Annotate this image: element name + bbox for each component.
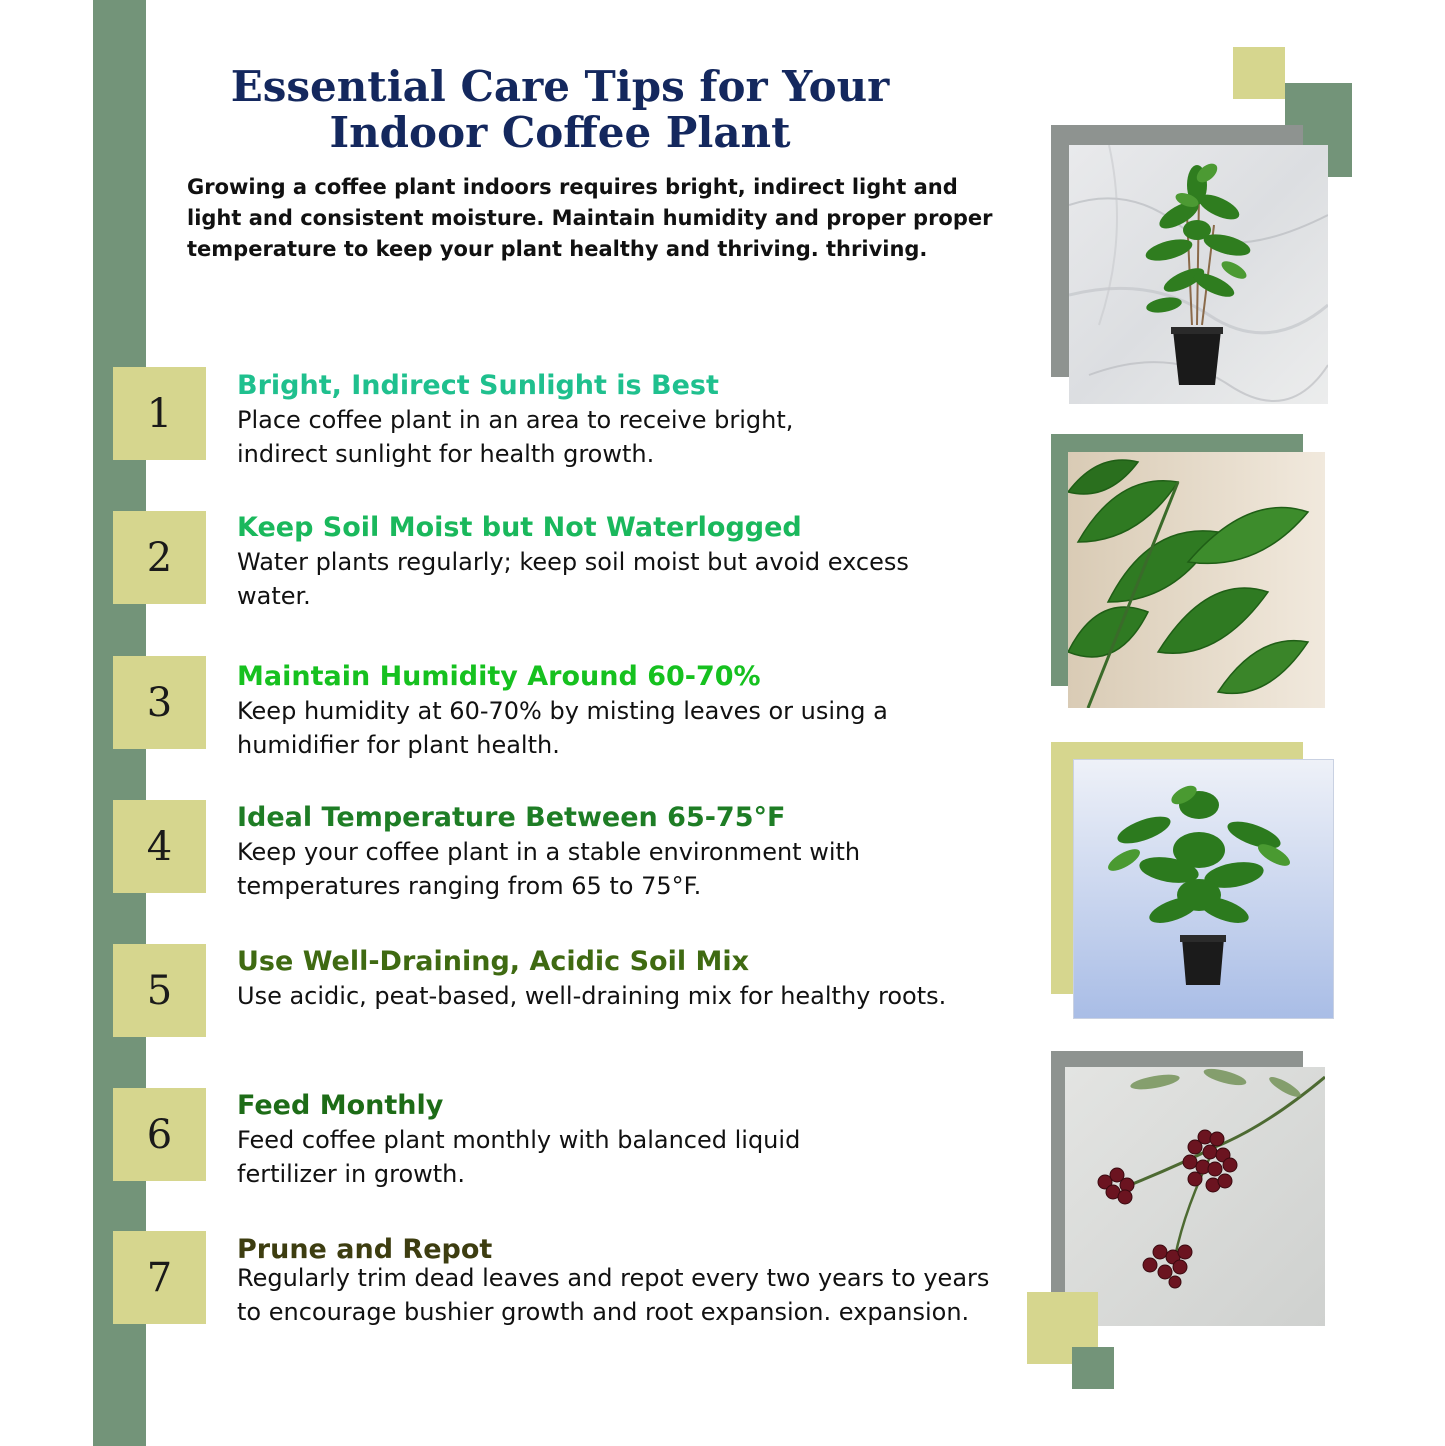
tip-title: Bright, Indirect Sunlight is Best: [237, 370, 719, 401]
intro-text: Growing a coffee plant indoors requires bright, indirect light and light and consistent moisture. Maintain humidity and proper proper temperature to keep your plant healthy and thriving. thriving.: [187, 175, 993, 261]
tip-content: [237, 1233, 1007, 1329]
tip-title: Ideal Temperature Between 65-75°F: [237, 802, 786, 833]
number-box: [113, 656, 206, 749]
number-box: [113, 511, 206, 604]
potted-coffee-plant-marble-image: [1069, 145, 1328, 404]
tip-number: 7: [146, 1254, 173, 1301]
tip-description: Use acidic, peat-based, well-draining mix for healthy roots.: [237, 982, 947, 1010]
potted-coffee-plant-blue-image: [1074, 760, 1333, 1018]
deco-square: [1233, 47, 1285, 99]
page-title: Essential Care Tips for Your Indoor Coffee Plant: [230, 62, 890, 157]
tip-number: 2: [146, 534, 173, 581]
photo-coffee-cherries-branch: [1065, 1067, 1325, 1326]
tip-title: Feed Monthly: [237, 1090, 444, 1121]
tip-description: Place coffee plant in an area to receive bright, indirect sunlight for health growth.: [237, 406, 794, 468]
tip-content: [237, 369, 1007, 471]
tip-number: 3: [146, 679, 173, 726]
number-box: [113, 944, 206, 1037]
tip-content: [237, 660, 1007, 762]
tip-content: [237, 1089, 1007, 1191]
number-box: [113, 800, 206, 893]
tip-content: [237, 801, 1007, 903]
photo-coffee-leaves-closeup: [1068, 452, 1325, 708]
tip-number: 5: [146, 967, 173, 1014]
coffee-leaves-closeup-image: [1068, 452, 1325, 708]
number-box: [113, 1088, 206, 1181]
tip-number: 1: [146, 390, 173, 437]
tip-title: Prune and Repot: [237, 1234, 493, 1265]
coffee-cherries-branch-image: [1065, 1067, 1325, 1326]
tip-number: 6: [146, 1111, 173, 1158]
tip-content: [237, 945, 1007, 1013]
tip-content: [237, 511, 1007, 613]
tip-description: Regularly trim dead leaves and repot every two years to years to encourage bushier growth and root expansion. expansion.: [237, 1264, 990, 1326]
photo-potted-coffee-plant-marble: [1069, 145, 1328, 404]
tip-title: Use Well-Draining, Acidic Soil Mix: [237, 946, 750, 977]
tip-description: Water plants regularly; keep soil moist but avoid excess water.: [237, 548, 909, 610]
tip-number: 4: [146, 823, 173, 870]
tip-description: Keep your coffee plant in a stable environment with temperatures ranging from 65 to 75°F.: [237, 838, 861, 900]
tip-description: Feed coffee plant monthly with balanced liquid fertilizer in growth.: [237, 1126, 801, 1188]
tip-title: Keep Soil Moist but Not Waterlogged: [237, 512, 802, 543]
number-box: [113, 1231, 206, 1324]
deco-square: [1072, 1347, 1114, 1389]
tip-title: Maintain Humidity Around 60-70%: [237, 661, 761, 692]
number-box: [113, 367, 206, 460]
tip-description: Keep humidity at 60-70% by misting leaves or using a humidifier for plant health.: [237, 697, 888, 759]
photo-potted-coffee-plant-blue: [1073, 759, 1334, 1019]
